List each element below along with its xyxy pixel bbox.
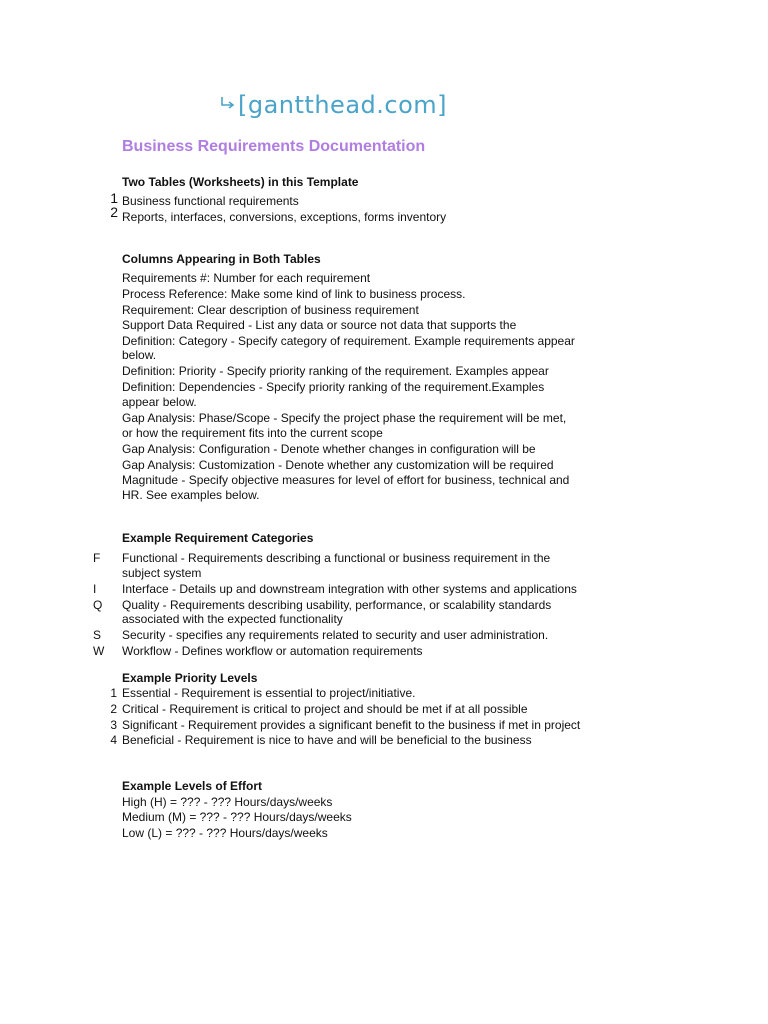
priority-num-3: 3 [110, 718, 117, 732]
two-tables-num-1: 1 [110, 190, 118, 206]
columns-line: Gap Analysis: Customization - Denote whether any customization will be required [122, 458, 554, 472]
category-code-f: F [93, 551, 101, 565]
gantthead-logo [220, 89, 447, 121]
two-tables-num-2: 2 [110, 204, 118, 220]
category-line: Functional - Requirements describing a functional or business requirement in the [122, 551, 551, 565]
columns-line: Magnitude - Specify objective measures for level of effort for business, technical and [122, 473, 570, 487]
columns-line: Requirement: Clear description of business requirement [122, 303, 419, 317]
category-line: Workflow - Defines workflow or automation requirements [122, 644, 423, 658]
columns-line: HR. See examples below. [122, 488, 260, 502]
columns-line: Support Data Required - List any data or source not data that supports the [122, 318, 517, 332]
columns-line: Process Reference: Make some kind of link to business process. [122, 287, 466, 301]
columns-line: or how the requirement fits into the current scope [122, 426, 383, 440]
columns-line: appear below. [122, 395, 197, 409]
columns-line: Definition: Dependencies - Specify priority ranking of the requirement.Examples [122, 380, 545, 394]
priority-item: Beneficial - Requirement is nice to have and will be beneficial to the business [122, 733, 532, 747]
category-code-s: S [93, 628, 102, 642]
columns-line: Gap Analysis: Configuration - Denote whether changes in configuration will be [122, 442, 536, 456]
priority-item: Critical - Requirement is critical to project and should be met if at all possible [122, 702, 528, 716]
columns-line: Requirements #: Number for each requirement [122, 271, 371, 285]
columns-line: Gap Analysis: Phase/Scope - Specify the project phase the requirement will be met, [122, 411, 567, 425]
category-line: subject system [122, 566, 202, 580]
priority-num-4: 4 [110, 733, 117, 747]
columns-line: Definition: Category - Specify category of requirement. Example requirements appear [122, 334, 575, 348]
category-line: Security - specifies any requirements related to security and user administration. [122, 628, 549, 642]
categories-heading: Example Requirement Categories [122, 531, 314, 545]
category-line: associated with the expected functionality [122, 612, 343, 626]
document-title: Business Requirements Documentation [122, 138, 426, 155]
category-code-w: W [93, 644, 105, 658]
priority-item: Significant - Requirement provides a significant benefit to the business if met in project [122, 718, 581, 732]
corner-arrow-icon [220, 96, 236, 110]
category-line: Interface - Details up and downstream integration with other systems and applications [122, 582, 577, 596]
effort-line: Medium (M) = ??? - ??? Hours/days/weeks [122, 810, 352, 824]
effort-heading: Example Levels of Effort [122, 779, 263, 793]
columns-line: Definition: Priority - Specify priority ranking of the requirement. Examples appear [122, 364, 549, 378]
priority-heading: Example Priority Levels [122, 671, 258, 685]
columns-line: below. [122, 348, 157, 362]
columns-heading: Columns Appearing in Both Tables [122, 252, 321, 266]
effort-line: High (H) = ??? - ??? Hours/days/weeks [122, 795, 333, 809]
effort-line: Low (L) = ??? - ??? Hours/days/weeks [122, 826, 328, 840]
priority-item: Essential - Requirement is essential to project/initiative. [122, 686, 416, 700]
priority-num-2: 2 [110, 702, 117, 716]
priority-num-1: 1 [110, 686, 117, 700]
category-line: Quality - Requirements describing usability, performance, or scalability standards [122, 598, 552, 612]
two-tables-item-2: Reports, interfaces, conversions, exceptions, forms inventory [122, 210, 447, 224]
two-tables-heading: Two Tables (Worksheets) in this Template [122, 175, 359, 189]
category-code-i: I [93, 582, 97, 596]
two-tables-item-1: Business functional requirements [122, 194, 299, 208]
logo-text: [gantthead.com] [238, 91, 448, 119]
category-code-q: Q [93, 598, 103, 612]
